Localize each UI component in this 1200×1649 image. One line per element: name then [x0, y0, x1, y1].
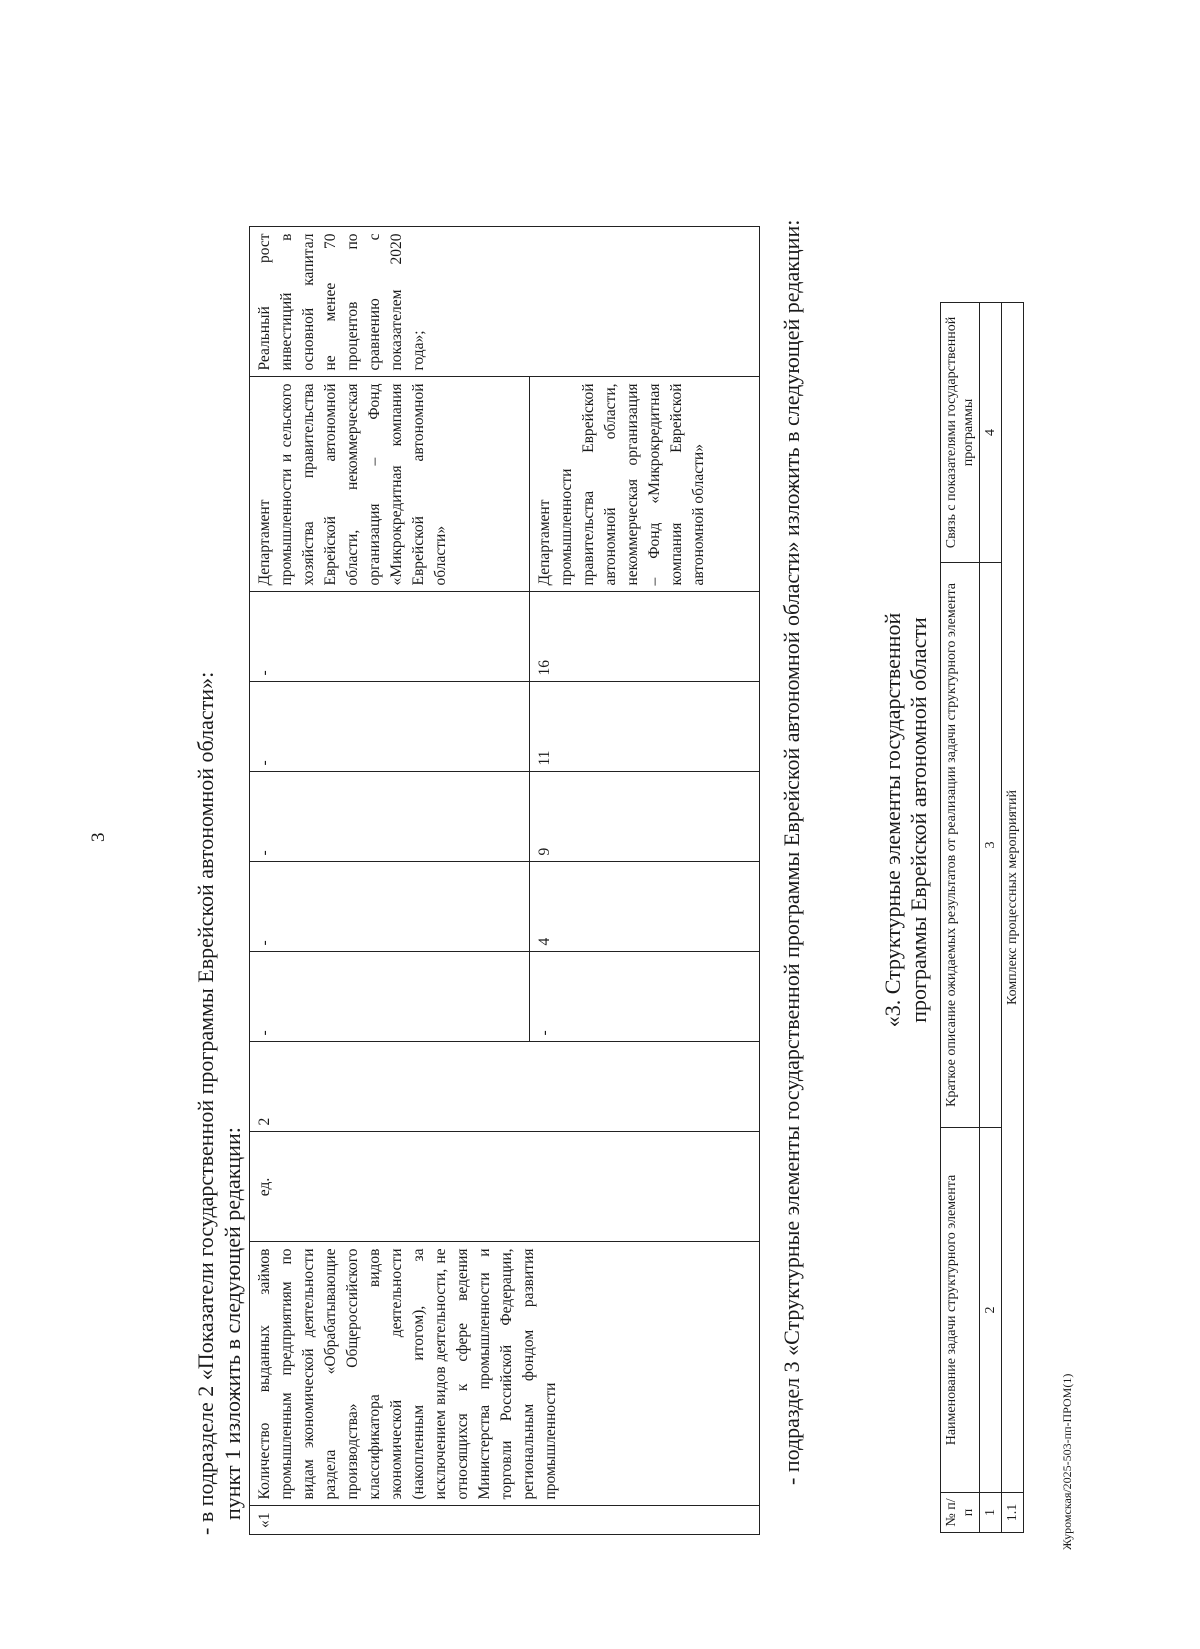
table-row [1002, 303, 1024, 1533]
value-cell: - [250, 592, 530, 682]
row-number: «1 [250, 1506, 760, 1535]
section-3 [880, 95, 1040, 1545]
section-3-paragraph: - подраздел 3 «Структурные элементы государственной программы Еврейской автономной области» изложить в следующей редакции: [779, 219, 804, 1485]
table-row [250, 227, 530, 1535]
table-header-row [941, 303, 980, 1533]
header-task: Наименование задачи структурного элемента [941, 1128, 980, 1493]
header-results: Краткое описание ожидаемых результатов от реализации задачи структурного элемента [941, 563, 980, 1128]
value-cell: 4 [530, 862, 760, 952]
page-number: 3 [88, 832, 109, 842]
col-number: 3 [980, 563, 1002, 1128]
value-cell: - [530, 952, 760, 1042]
structural-elements-table [940, 302, 1024, 1533]
row-number: 1.1 [1002, 1493, 1024, 1533]
row-text: Комплекс процессных мероприятий [1002, 303, 1024, 1493]
heading-line1: «3. Структурные элементы государственной [880, 612, 905, 1028]
link-cell: Реальный рост инвестиций в основной капитал не менее 70 процентов по сравнению с показателем 2020 года»; [250, 227, 760, 377]
section-3-heading [880, 95, 932, 1545]
section-2-intro-line2: пункт 1 изложить в следующей редакции: [220, 1127, 245, 1520]
base-value: 2 [250, 1042, 760, 1132]
footer-block [1060, 1090, 1100, 1550]
section-2-intro: - в подразделе 2 «Показатели государственной программы Еврейской автономной области»: [193, 671, 218, 1535]
col-number: 1 [980, 1493, 1002, 1533]
value-cell: - [250, 952, 530, 1042]
header-link: Связь с показателями государственной программы [941, 303, 980, 563]
indicator-name: Количество выданных займов промышленным предприятиям по видам экономической деятельности раздела «Обрабатывающие производства» Общероссийского классификатора видов экономической деятельности (накопленным итогом), за исключением видов деятельности, не относящихся к сфере ведения Министерства промышленности и торговли Российской Федерации, региональным фондом развития промышленности [250, 1242, 760, 1506]
value-cell: 16 [530, 592, 760, 682]
unit: ед. [250, 1132, 760, 1242]
col-number: 2 [980, 1128, 1002, 1493]
value-cell: - [250, 862, 530, 952]
value-cell: - [250, 682, 530, 772]
responsible-cell: Департамент промышленности правительства Еврейской автономной области, некоммерческая организация – Фонд «Микрокредитная компания Еврейской автономной области» [530, 377, 760, 592]
responsible-cell: Департамент промышленности и сельского хозяйства правительства Еврейской автономной области, некоммерческая организация – Фонд «Микрокредитная компания Еврейской автономной области» [250, 377, 530, 592]
footer-code: Журомская/2025-503-пп-ПРОМ(1) [1060, 1373, 1074, 1550]
heading-line2: программы Еврейской автономной области [906, 617, 931, 1023]
header-num: № п/п [941, 1493, 980, 1533]
value-cell: 9 [530, 772, 760, 862]
value-cell: 11 [530, 682, 760, 772]
col-number: 4 [980, 303, 1002, 563]
value-cell: - [250, 772, 530, 862]
indicators-table [249, 227, 760, 1536]
table-number-row [980, 303, 1002, 1533]
